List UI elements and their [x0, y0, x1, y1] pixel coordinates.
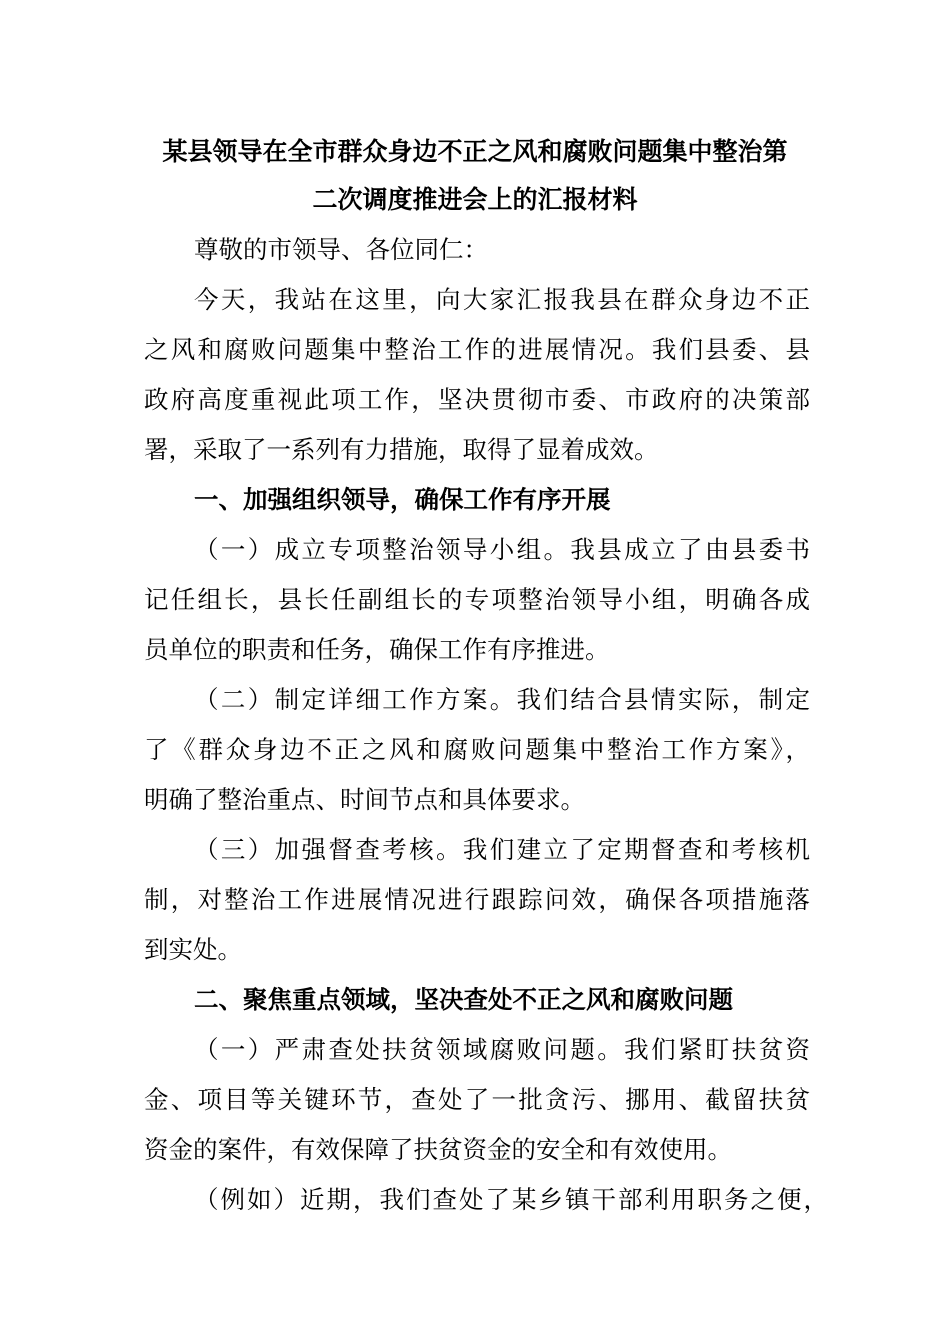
paragraph-line: （例如）近期，我们查处了某乡镇干部利用职务之便，	[194, 1185, 828, 1214]
paragraph-line: 制，对整治工作进展情况进行跟踪问效，确保各项措施落	[144, 885, 810, 914]
paragraph-line: 员单位的职责和任务，确保工作有序推进。	[144, 635, 610, 664]
section-heading-1: 一、加强组织领导，确保工作有序开展	[194, 485, 611, 514]
paragraph-line: 政府高度重视此项工作，坚决贯彻市委、市政府的决策部	[144, 385, 810, 414]
paragraph-line: 到实处。	[144, 935, 242, 964]
paragraph-line: 今天，我站在这里，向大家汇报我县在群众身边不正	[194, 285, 810, 314]
paragraph-line: 署，采取了一系列有力措施，取得了显着成效。	[144, 435, 659, 464]
salutation: 尊敬的市领导、各位同仁：	[194, 235, 488, 264]
paragraph-line: （一）严肃查处扶贫领域腐败问题。我们紧盯扶贫资	[194, 1035, 810, 1064]
paragraph-line: 明确了整治重点、时间节点和具体要求。	[144, 785, 585, 814]
paragraph-line: （一）成立专项整治领导小组。我县成立了由县委书	[194, 535, 810, 564]
paragraph-line: 记任组长，县长任副组长的专项整治领导小组，明确各成	[144, 585, 810, 614]
section-heading-2: 二、聚焦重点领域，坚决查处不正之风和腐败问题	[194, 985, 733, 1014]
paragraph-line: 之风和腐败问题集中整治工作的进展情况。我们县委、县	[144, 335, 810, 364]
document-title-line-1: 某县领导在全市群众身边不正之风和腐败问题集中整治第	[162, 137, 788, 166]
paragraph-line: （二）制定详细工作方案。我们结合县情实际，制定	[194, 685, 810, 714]
paragraph-line: 了《群众身边不正之风和腐败问题集中整治工作方案》，	[144, 735, 810, 764]
paragraph-line: 资金的案件，有效保障了扶贫资金的安全和有效使用。	[144, 1135, 732, 1164]
paragraph-line: （三）加强督查考核。我们建立了定期督查和考核机	[194, 835, 810, 864]
document-title-line-2: 二次调度推进会上的汇报材料	[312, 185, 638, 214]
paragraph-line: 金、项目等关键环节，查处了一批贪污、挪用、截留扶贫	[144, 1085, 810, 1114]
